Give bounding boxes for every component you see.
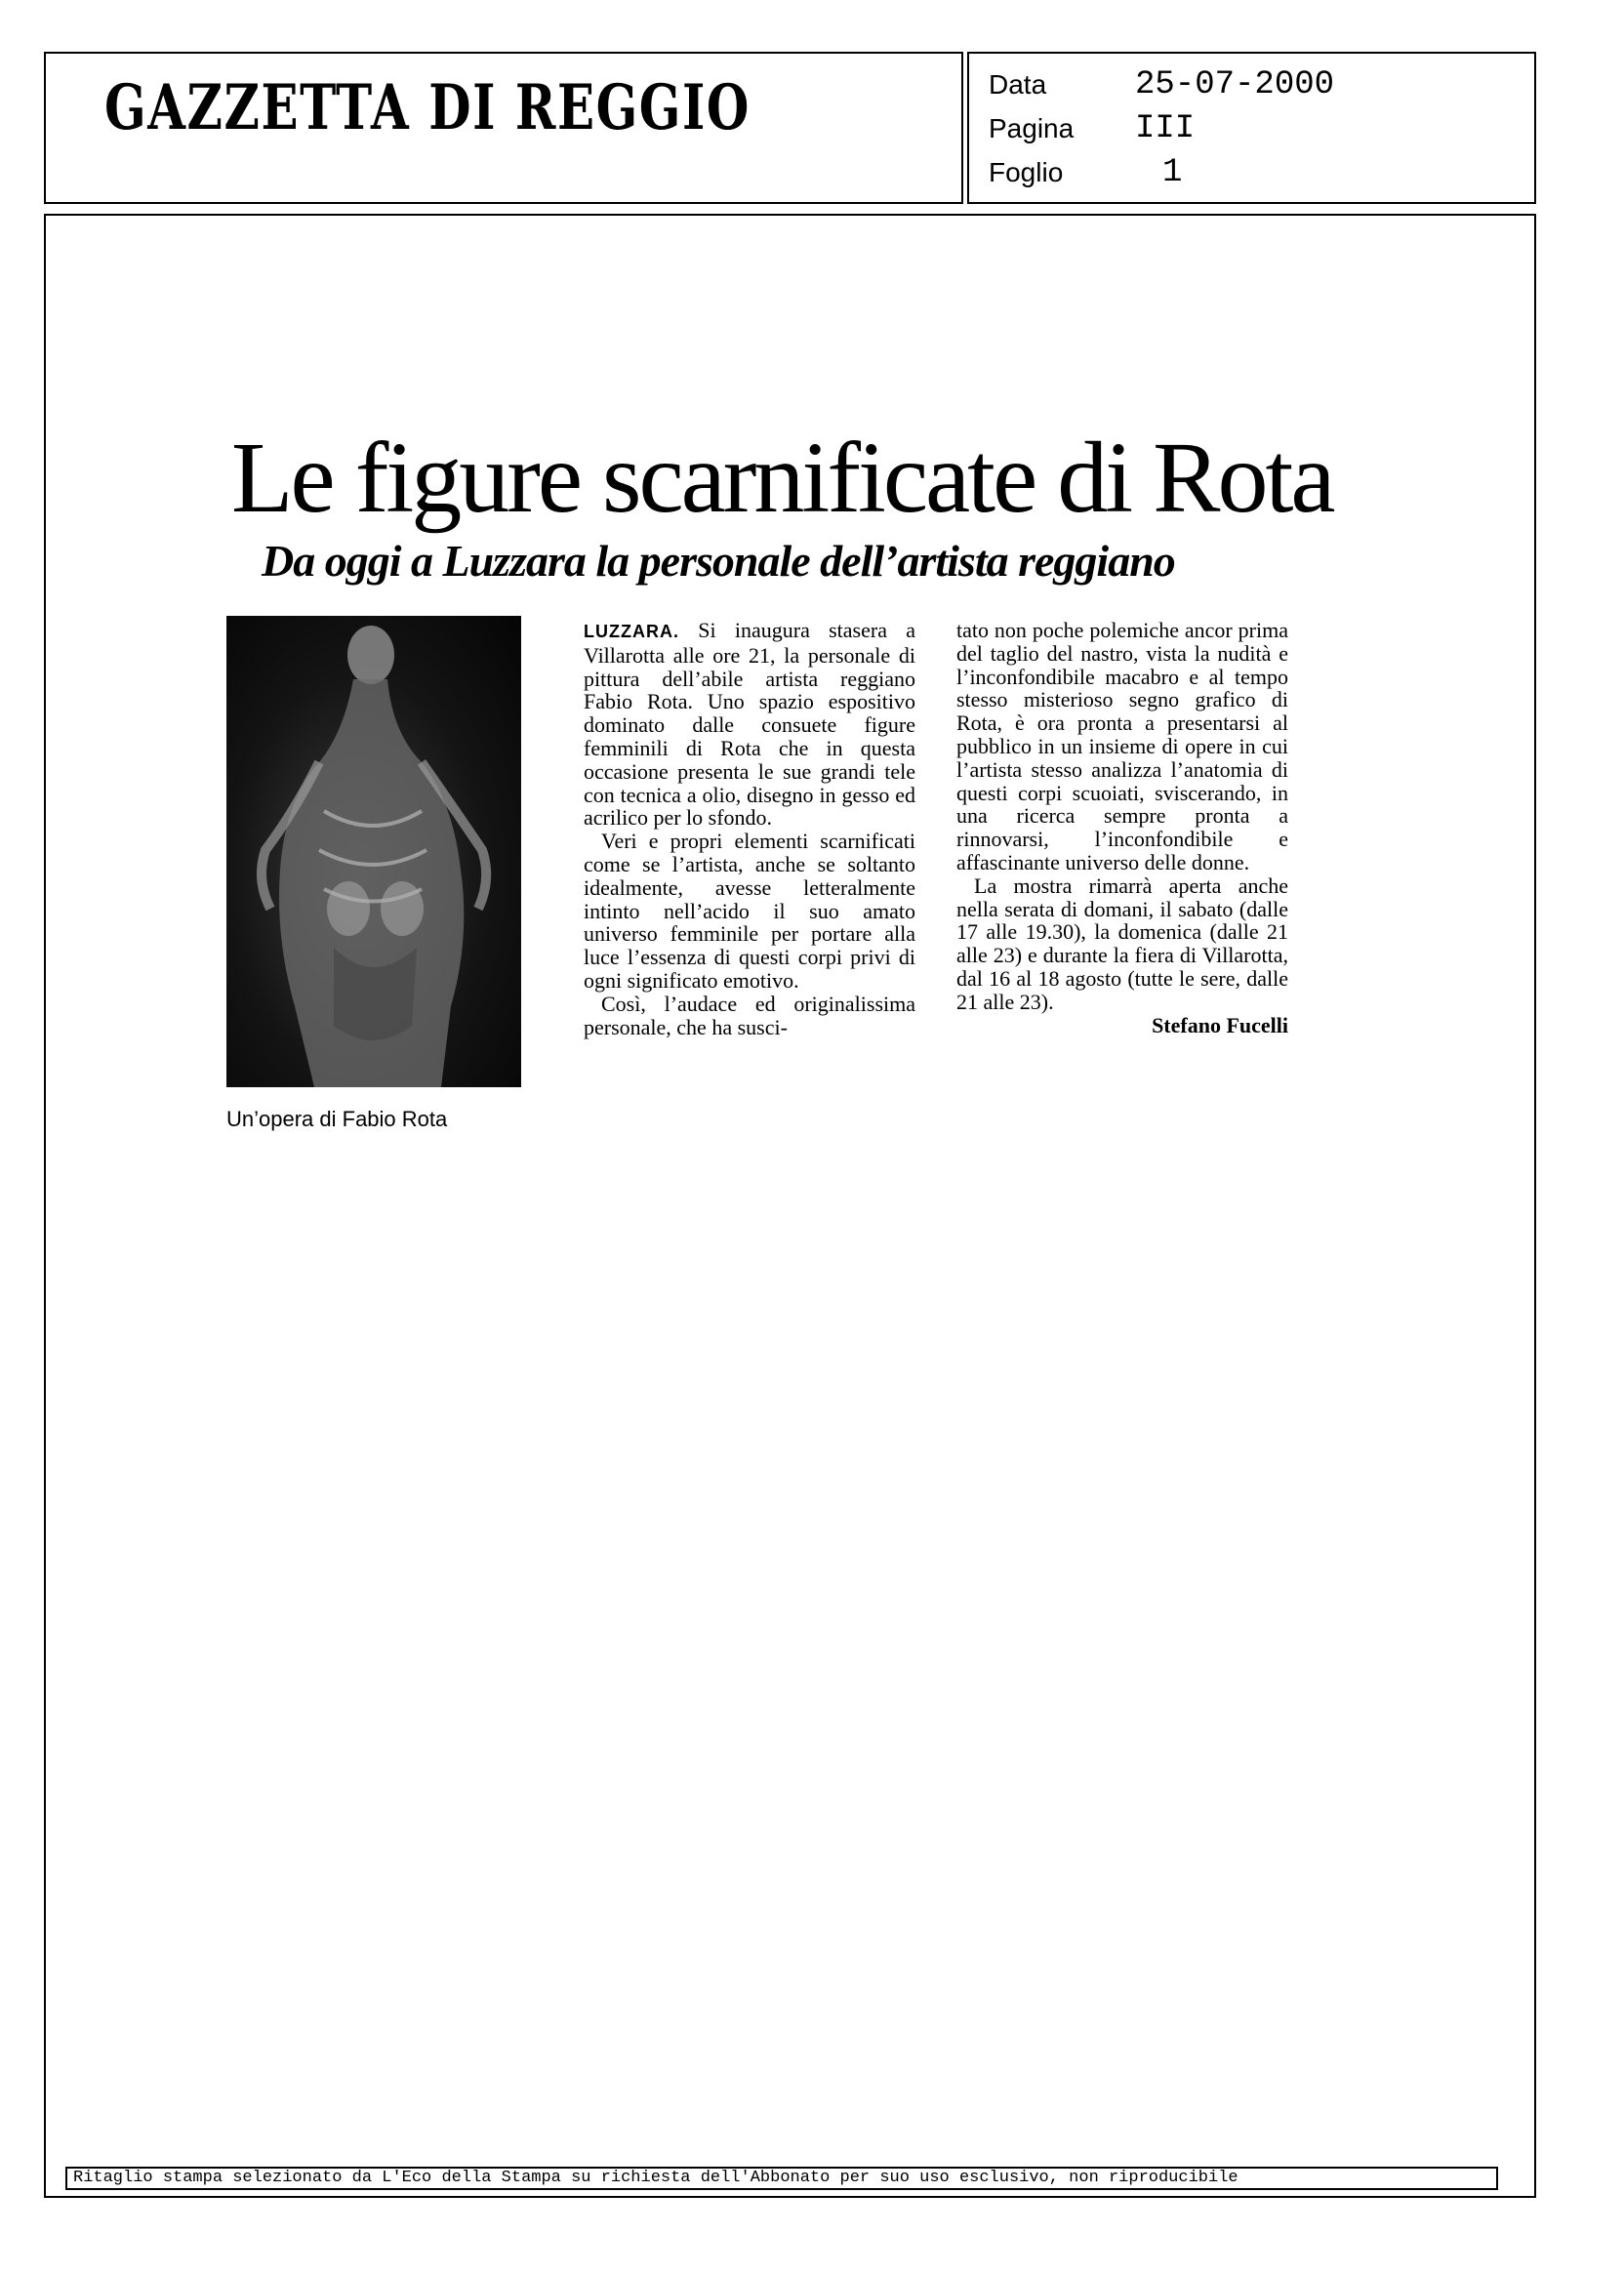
meta-box (967, 52, 1536, 204)
article-byline: Stefano Fucelli (1152, 1012, 1288, 1037)
masthead-box (44, 52, 963, 204)
photo-caption: Un’opera di Fabio Rota (226, 1107, 448, 1131)
masthead-title: GAZZETTA DI REGGIO (104, 71, 751, 144)
pagina-value: III (1135, 110, 1196, 147)
data-label: Data (989, 69, 1047, 100)
paragraph-5: La mostra rimarrà aperta anche nella serata di domani, il sabato (dalle 17 alle 19.30), la domenica (dalle 21 alle 23) e durante la fiera di Villarotta, dal 16 al 18 agosto (tutte le sere, dalle 21 alle 23). (956, 873, 1288, 1014)
footer-notice: Ritaglio stampa selezionato da L'Eco della Stampa su richiesta dell'Abbonato per suo uso esclusivo, non riproducibile (65, 2167, 1498, 2190)
dateline: LUZZARA. (584, 622, 679, 641)
paragraph-2: Veri e propri elementi scarnificati come se l’artista, anche se soltanto idealmente, avesse letteralmente intinto nell’acido il suo amato universo femminile per portare alla luce l’essenza di questi corpi privi di ogni significato emotivo. (584, 829, 915, 993)
meta-row-data (989, 65, 1334, 104)
article-headline: Le figure scarnificate di Rota (231, 422, 1333, 534)
foglio-label: Foglio (989, 157, 1064, 187)
paragraph-1 (584, 619, 915, 830)
article-column-2 (956, 619, 1288, 1036)
meta-row-pagina (989, 109, 1195, 148)
article-subheadline: Da oggi a Luzzara la personale dell’artista reggiano (262, 536, 1175, 586)
paragraph-4: tato non poche polemiche ancor prima del taglio del nastro, vista la nudità e l’inconfondibile macabro e al tempo stesso misterioso segno grafico di Rota, è ora pronta a presentarsi al pubblico in un insieme di opere in cui l’artista stesso analizza l’anatomia di questi corpi scuoiati, sviscerando, in una ricerca sempre pronta a rinnovarsi, l’inconfondibile e affascinante universo delle donne. (956, 618, 1288, 874)
foglio-value: 1 (1162, 154, 1183, 191)
paragraph-3: Così, l’audace ed originalissima personale, che ha susci- (584, 991, 915, 1039)
pagina-label: Pagina (989, 113, 1075, 143)
paragraph-1-text: Si inaugura stasera a Villarotta alle ore 21, la personale di pittura dell’abile artista reggiano Fabio Rota. Uno spazio espositivo dominato dalle consuete figure femminili di Rota che in questa occasione presenta le sue grandi tele con tecnica a olio, disegno in gesso ed acrilico per lo sfondo. (584, 618, 916, 831)
meta-row-foglio (989, 153, 1182, 192)
article-column-1 (584, 619, 915, 1038)
figure-painting-illustration (226, 616, 521, 1087)
data-value: 25-07-2000 (1135, 66, 1335, 103)
artwork-photo (226, 616, 521, 1087)
